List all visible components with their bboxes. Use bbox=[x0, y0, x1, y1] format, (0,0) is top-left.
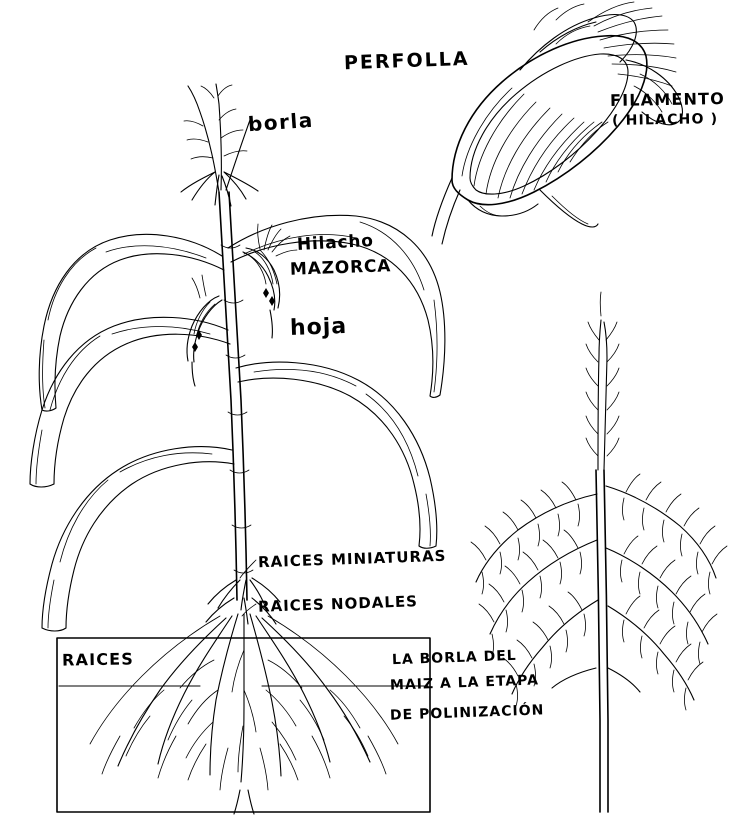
leaf-lower-left bbox=[42, 447, 234, 631]
label-perfolla: PERFOLLA bbox=[343, 47, 470, 75]
label-borla: borla bbox=[247, 107, 315, 137]
leaf-mid-right bbox=[236, 362, 437, 548]
label-raices-miniaturas: RAICES MINIATURAS bbox=[257, 546, 447, 572]
maize-plant bbox=[30, 84, 445, 814]
caption-line-2: MAIZ A LA ETAPA bbox=[389, 672, 540, 694]
label-filamento-alt: ( HILACHO ) bbox=[611, 111, 719, 129]
silk-filaments bbox=[534, 2, 676, 86]
mazorca-secondary bbox=[187, 275, 222, 386]
root-system bbox=[90, 614, 398, 814]
label-mazorca: MAZORCA bbox=[289, 256, 392, 280]
leaf-upper-left bbox=[39, 234, 224, 411]
label-raices: RAICES bbox=[61, 649, 135, 670]
caption-line-3: DE POLINIZACIÓN bbox=[389, 702, 545, 724]
leader-raices-miniaturas bbox=[240, 560, 256, 578]
label-raices-nodales: RAICES NODALES bbox=[257, 592, 419, 616]
tassel-detail bbox=[471, 292, 727, 812]
caption-line-1: LA BORLA DEL bbox=[391, 647, 517, 669]
label-hoja: hoja bbox=[289, 314, 348, 341]
plant-tassel bbox=[181, 84, 258, 206]
label-filamento: FILAMENTO bbox=[609, 88, 726, 111]
label-hilacho: Hilacho bbox=[296, 231, 375, 255]
